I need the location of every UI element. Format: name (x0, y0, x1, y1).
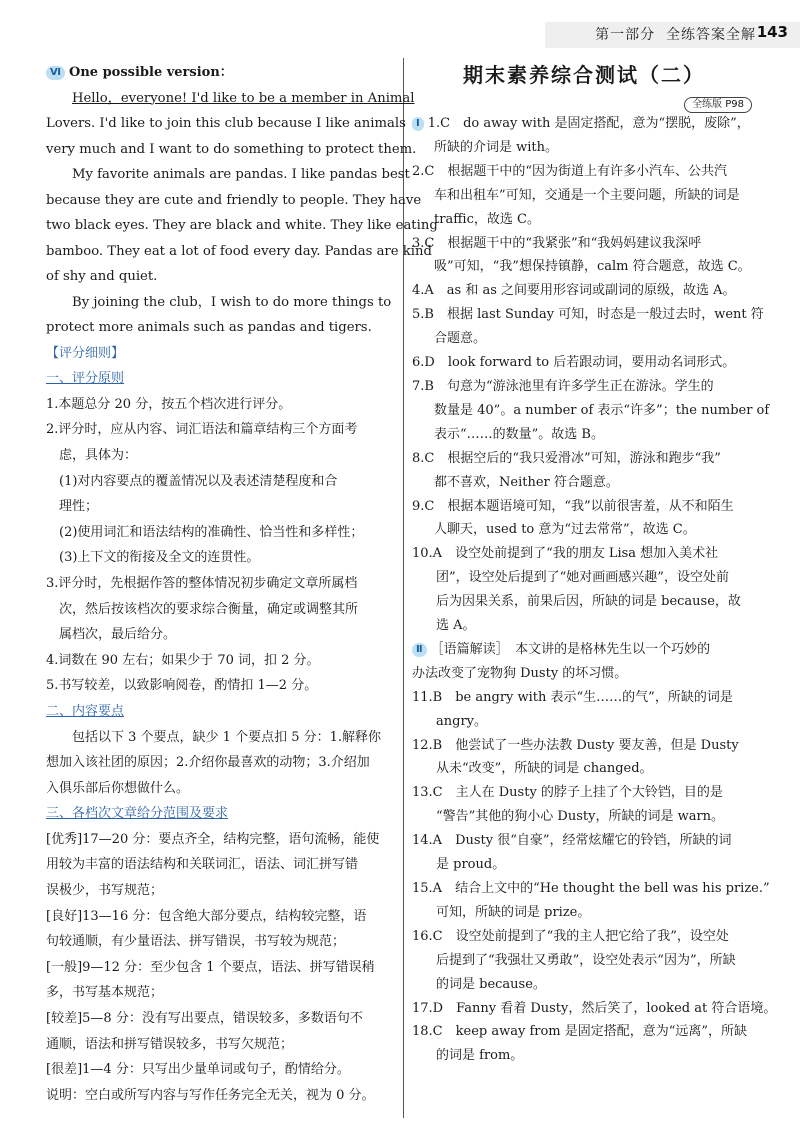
answer-line: 表示“……的数量”。故选 B。 (434, 426, 604, 442)
answer-line: 可知，所缺的词是 prize。 (436, 904, 591, 920)
rubric-line: 理性； (59, 499, 99, 515)
answer-line: 17.D Fanny 看着 Dusty，然后笑了，looked at 符合语境。 (412, 1000, 777, 1016)
answer-line: 3.C 根据题干中的“我紧张”和“我妈妈建议我深呼 (412, 235, 702, 251)
rubric-title: 【评分细则】 (46, 345, 125, 361)
header-book: 全练答案全解 (666, 27, 756, 43)
essay-line: Lovers. I'd like to join this club because I like animals (46, 116, 406, 132)
answer-line: 都不喜欢，Neither 符合题意。 (434, 474, 619, 490)
rubric-line: 入俱乐部后你想做什么。 (46, 780, 190, 796)
answer-line: 10.A 设空处前提到了“我的朋友 Lisa 想加入美术社 (412, 546, 719, 562)
rubric-line: (1)对内容要点的覆盖情况以及表述清楚程度和合 (59, 473, 338, 489)
answer-line: 13.C 主人在 Dusty 的脖子上挂了个大铃铛，目的是 (412, 785, 723, 801)
rubric-line: 虑，具体为： (59, 447, 138, 463)
answer-line: traffic，故选 C。 (434, 211, 540, 227)
answer-line: 车和出租车”可知，交通是一个主要问题，所缺的词是 (434, 187, 740, 203)
rubric-line: (2)使用词汇和语法结构的准确性、恰当性和多样性； (59, 524, 364, 540)
rubric-line: [很差]1—4 分：只写出少量单词或句子，酌情给分。 (46, 1062, 350, 1078)
answer-line: 9.C 根据本题语境可知，“我”以前很害羞，从不和陌生 (412, 498, 734, 514)
rubric-line: 想加入该社团的原因；2.介绍你最喜欢的动物；3.介绍加 (46, 755, 370, 771)
essay-line: My favorite animals are pandas. I like pandas best (72, 167, 410, 183)
answer-line: 5.B 根据 last Sunday 可知，时态是一般过去时，went 符 (412, 307, 764, 323)
answer-line: 11.B be angry with 表示“生……的气”，所缺的词是 (412, 689, 733, 705)
page-number: 143 (756, 23, 788, 41)
answer-line: 从未“改变”，所缺的词是 changed。 (436, 761, 653, 777)
rubric-line: 误极少，书写规范； (46, 883, 164, 899)
rubric-line: 次，然后按该档次的要求综合衡量，确定或调整其所 (59, 601, 359, 617)
answer-line: 人聊天，used to 意为“过去常常”，故选 C。 (434, 522, 696, 538)
answer-line: 吸”可知，“我”想保持镇静，calm 符合题意，故选 C。 (434, 259, 751, 275)
part-badge-2: Ⅱ (412, 643, 427, 657)
essay-line: because they are cute and friendly to people. They have (46, 192, 422, 208)
answer-line: “警告”其他的狗小心 Dusty，所缺的词是 warn。 (436, 809, 725, 825)
answer-line: 数量是 40”。a number of 表示“许多”；the number of (434, 402, 770, 418)
answer-line: Ⅰ 1.C do away with 是固定搭配，意为“摆脱，废除”， (412, 112, 756, 136)
answer-line: 后提到了“我强壮又勇敢”，设空处表示“因为”，所缺 (436, 952, 736, 968)
rubric-line: 多，书写基本规范； (46, 985, 164, 1001)
rubric-line: [一般]9—12 分：至少包含 1 个要点，语法、拼写错误稍 (46, 959, 375, 975)
column-divider (403, 58, 404, 1118)
rubric-line: 2.评分时，应从内容、词汇语法和篇章结构三个方面考 (46, 422, 358, 438)
passage-summary: Ⅱ ［语篇解读］ 本文讲的是格林先生以一个巧妙的 (412, 638, 756, 662)
answer-line: 团”，设空处后提到了“她对画画感兴趣”，设空处前 (436, 570, 729, 586)
answer-line: 18.C keep away from 是固定搭配，意为“远离”，所缺 (412, 1024, 748, 1040)
rubric-line: 属档次，最后给分。 (59, 627, 177, 643)
essay-heading (46, 60, 392, 86)
model-essay (46, 86, 438, 341)
heading-text: One possible version： (69, 65, 233, 80)
answer-line: 选 A。 (436, 618, 476, 634)
rubric-line: 通顺，语法和拼写错误较多，书写欠规范； (46, 1036, 294, 1052)
answer-line: 2.C 根据题干中的“因为街道上有许多小汽车、公共汽 (412, 163, 727, 179)
part-badge-1: Ⅰ (412, 117, 424, 131)
header-title (595, 24, 756, 44)
header-section: 第一部分 (595, 27, 656, 43)
passage-summary-line: 办法改变了宠物狗 Dusty 的坏习惯。 (412, 665, 628, 681)
essay-line: two black eyes. They are black and white. They like eating (46, 218, 438, 234)
rubric-line: 包括以下 3 个要点，缺少 1 个要点扣 5 分：1.解释你 (72, 729, 382, 745)
answer-line: 7.B 句意为“游泳池里有许多学生正在游泳。学生的 (412, 378, 714, 394)
right-column (412, 60, 777, 1068)
rubric-line: [优秀]17—20 分：要点齐全，结构完整，语句流畅，能使 (46, 831, 380, 847)
page-reference: 全练版 P98 (684, 97, 752, 113)
rubric-note: 说明：空白或所写内容与写作任务完全无关，视为 0 分。 (46, 1087, 375, 1103)
rubric-line: 4.词数在 90 左右；如果少于 70 词，扣 2 分。 (46, 652, 320, 668)
rubric-line: 句较通顺，有少量语法、拼写错误，书写较为规范； (46, 934, 346, 950)
rubric-line: [较差]5—8 分：没有写出要点，错误较多，多数语句不 (46, 1011, 363, 1027)
page-header (0, 0, 800, 52)
answer-line: 8.C 根据空后的“我只爱滑冰”可知，游泳和跑步“我” (412, 450, 721, 466)
rubric-line: 3.评分时，先根据作答的整体情况初步确定文章所属档 (46, 575, 358, 591)
essay-line: protect more animals such as pandas and tigers. (46, 320, 372, 336)
answer-line: 6.D look forward to 后若跟动词，要用动名词形式。 (412, 355, 736, 371)
section-badge: Ⅵ (46, 66, 65, 80)
rubric-line: 5.书写较差，以致影响阅卷，酌情扣 1—2 分。 (46, 678, 318, 694)
answer-line: 15.A 结合上文中的“He thought the bell was his prize.” (412, 881, 770, 896)
answer-line: 所缺的介词是 with。 (434, 139, 559, 155)
essay-line: very much and I want to do something to protect them. (46, 141, 417, 157)
answer-line: 16.C 设空处前提到了“我的主人把它给了我”，设空处 (412, 928, 729, 944)
rubric-line: 1.本题总分 20 分，按五个档次进行评分。 (46, 396, 292, 412)
answer-line: 的词是 from。 (436, 1048, 524, 1064)
page-title: 期末素养综合测试（二） (463, 63, 705, 87)
answer-line: angry。 (436, 713, 488, 729)
answer-line: 4.A as 和 as 之间要用形容词或副词的原级，故选 A。 (412, 283, 736, 299)
essay-line: By joining the club，I wish to do more things to (72, 294, 392, 310)
rubric-section-3: 三、各档次文章给分范围及要求 (46, 806, 229, 822)
answer-line: 后为因果关系，前果后因，所缺的词是 because，故 (436, 594, 741, 610)
essay-line: Hello，everyone! I'd like to be a member in Animal (72, 90, 415, 106)
answer-line: 的词是 because。 (436, 976, 546, 992)
answer-line: 合题意。 (434, 331, 487, 347)
rubric-line: 用较为丰富的语法结构和关联词汇，语法、词汇拼写错 (46, 857, 359, 873)
answer-line: 是 proud。 (436, 857, 506, 873)
answer-line: 12.B 他尝试了一些办法教 Dusty 要友善，但是 Dusty (412, 737, 739, 753)
rubric-section-2: 二、内容要点 (46, 703, 125, 719)
answer-line: 14.A Dusty 很“自豪”，经常炫耀它的铃铛，所缺的词 (412, 833, 732, 849)
rubric-line: [良好]13—16 分：包含绝大部分要点，结构较完整，语 (46, 908, 367, 924)
rubric-section-1: 一、评分原则 (46, 371, 125, 387)
essay-line: bamboo. They eat a lot of food every day. Pandas are kind (46, 243, 432, 259)
essay-line: of shy and quiet. (46, 269, 158, 285)
rubric-line: (3)上下文的衔接及全文的连贯性。 (59, 550, 260, 566)
